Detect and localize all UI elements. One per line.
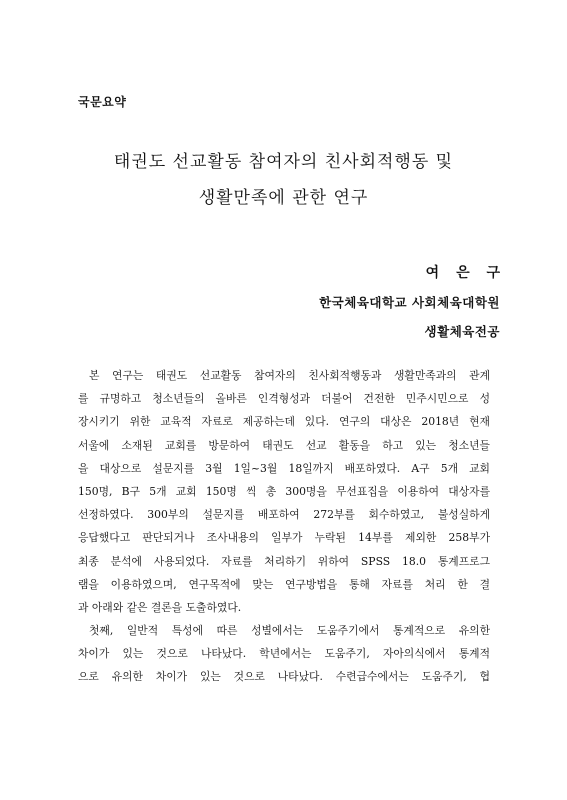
author-name: 여 은 구 [425, 265, 506, 281]
abstract-line: 서울에 소재된 교회를 방문하여 태권도 선교 활동을 하고 있는 청소년들 [78, 438, 490, 452]
abstract-line: 본 연구는 태권도 선교활동 참여자의 친사회적행동과 생활만족과의 관계 [89, 369, 490, 382]
author-affiliation-school: 한국체육대학교 사회체육대학원 [319, 295, 500, 310]
abstract-line: 과 아래와 같은 결론을 도출하였다. [78, 600, 242, 614]
abstract-line: 응답했다고 판단되거나 조사내용의 일부가 누락된 14부를 제외한 258부가 [78, 531, 490, 545]
abstract-line: 을 대상으로 설문지를 3월 1일~3월 18일까지 배포하였다. A구 5개 교회 [78, 461, 490, 475]
abstract-line: 램을 이용하였으며, 연구목적에 맞는 연구방법을 통해 자료를 처리 한 결 [78, 577, 490, 591]
abstract-body [78, 364, 490, 689]
abstract-line: 첫째, 일반적 특성에 따른 성별에서는 도움주기에서 통계적으로 유의한 [89, 624, 490, 638]
abstract-line: 최종 분석에 사용되었다. 자료를 처리하기 위하여 SPSS 18.0 통계프로그 [78, 554, 490, 568]
abstract-line: 으로 유의한 차이가 있는 것으로 나타났다. 수련급수에서는 도움주기, 협 [78, 670, 490, 684]
abstract-line: 선정하였다. 300부의 설문지를 배포하여 272부를 회수하였고, 불성실하게 [78, 508, 490, 522]
abstract-line: 150명, B구 5개 교회 150명 씩 총 300명을 무선표집을 이용하여 대상자를 [78, 484, 490, 498]
author-affiliation-major: 생활체육전공 [424, 324, 500, 339]
title-line-2: 생활만족에 관한 연구 [198, 188, 369, 208]
abstract-line: 장시키기 위한 교육적 자료로 제공하는데 있다. 연구의 대상은 2018년 현재 [78, 415, 490, 429]
abstract-line: 차이가 있는 것으로 나타났다. 학년에서는 도움주기, 자아의식에서 통계적 [78, 647, 490, 661]
abstract-line: 를 규명하고 청소년들의 올바른 인격형성과 더불어 건전한 민주시민으로 성 [78, 392, 490, 406]
section-label: 국문요약 [78, 95, 127, 109]
title-line-1: 태권도 선교활동 참여자의 친사회적행동 및 [113, 152, 454, 172]
